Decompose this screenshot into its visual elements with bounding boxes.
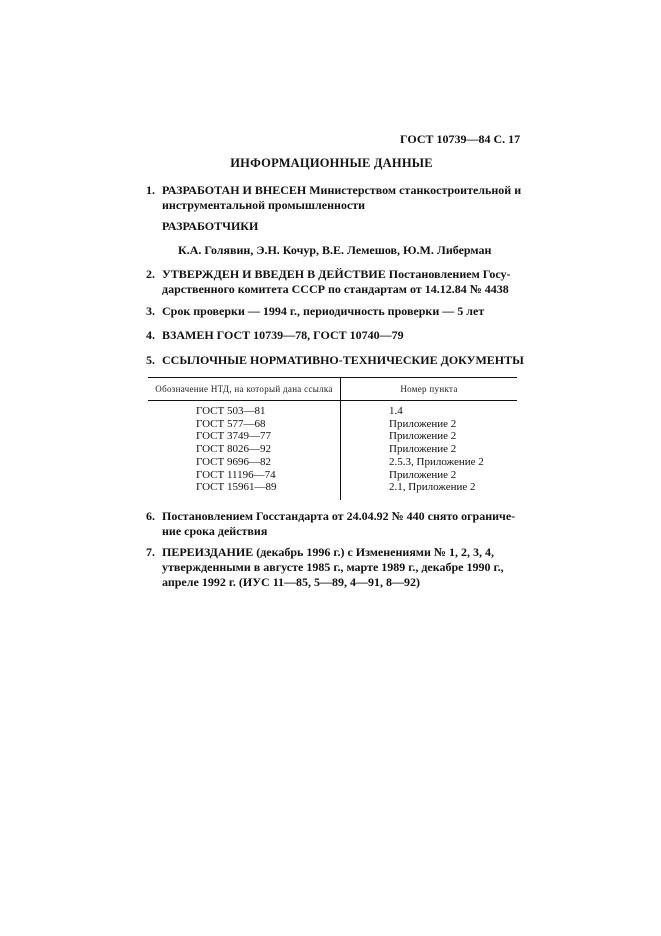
item-5-number: 5. xyxy=(146,353,155,367)
item-6-line-2: ние срока действия xyxy=(162,524,268,538)
item-7-line-1: ПЕРЕИЗДАНИЕ (декабрь 1996 г.) с Изменениями № 1, 2, 3, 4, xyxy=(162,545,494,559)
table-cell-designation: ГОСТ 11196—74 xyxy=(148,469,341,482)
item-7-line-2: утвержденными в августе 1985 г., марте 1989 г., декабре 1990 г., xyxy=(162,560,504,574)
table-header-row xyxy=(148,378,517,401)
item-6-number: 6. xyxy=(146,509,155,523)
item-5-text: ССЫЛОЧНЫЕ НОРМАТИВНО-ТЕХНИЧЕСКИЕ ДОКУМЕНТЫ xyxy=(162,353,524,367)
table-cell-clause: Приложение 2 xyxy=(389,430,457,443)
item-3-number: 3. xyxy=(146,304,155,318)
item-3-text: Срок проверки — 1994 г., периодичность проверки — 5 лет xyxy=(162,304,485,318)
table-header-designation: Обозначение НТД, на который дана ссылка xyxy=(148,378,341,401)
table-row xyxy=(148,456,517,469)
table-cell-clause: Приложение 2 xyxy=(389,417,457,430)
item-4-text: ВЗАМЕН ГОСТ 10739—78, ГОСТ 10740—79 xyxy=(162,328,404,342)
item-2-number: 2. xyxy=(146,267,155,281)
item-4 xyxy=(146,328,522,343)
table-header-clause: Номер пункта xyxy=(341,378,518,401)
table-cell-clause: Приложение 2 xyxy=(389,468,457,481)
table-cell-designation: ГОСТ 503—81 xyxy=(148,401,341,418)
page-title: ИНФОРМАЦИОННЫЕ ДАННЫЕ xyxy=(230,156,433,170)
table-cell-designation: ГОСТ 9696—82 xyxy=(148,456,341,469)
table-row xyxy=(148,443,517,456)
item-7 xyxy=(146,545,522,590)
table-cell-designation: ГОСТ 3749—77 xyxy=(148,430,341,443)
table-row xyxy=(148,430,517,443)
table-cell-clause: 1.4 xyxy=(389,405,403,417)
table-cell-designation: ГОСТ 577—68 xyxy=(148,418,341,431)
table-cell-clause: 2.1, Приложение 2 xyxy=(389,481,476,494)
item-7-line-3: апреле 1992 г. (ИУС 11—85, 5—89, 4—91, 8—92) xyxy=(162,575,421,589)
table-cell-clause: 2.5.3, Приложение 2 xyxy=(389,455,484,468)
item-2-line-2: дарственного комитета СССР по стандартам от 14.12.84 № 4438 xyxy=(162,282,509,296)
developers-heading: РАЗРАБОТЧИКИ xyxy=(162,219,259,233)
developers-names: К.А. Голявин, Э.Н. Кочур, В.Е. Лемешов, Ю.М. Либерман xyxy=(178,243,492,257)
item-7-number: 7. xyxy=(146,545,155,559)
item-1-line-2: инструментальной промышленности xyxy=(162,198,366,212)
table-row xyxy=(148,401,517,418)
item-1-line-1: РАЗРАБОТАН И ВНЕСЕН Министерством станкостроительной и xyxy=(162,183,522,197)
item-6-line-1: Постановлением Госстандарта от 24.04.92 № 440 снято ограниче- xyxy=(162,509,516,523)
table-row xyxy=(148,469,517,482)
item-3 xyxy=(146,304,522,319)
referenced-documents-table xyxy=(148,377,517,500)
page-header-reference: ГОСТ 10739—84 С. 17 xyxy=(400,132,521,146)
item-6 xyxy=(146,509,522,539)
item-4-number: 4. xyxy=(146,328,155,342)
item-5 xyxy=(146,353,522,368)
table-cell-designation: ГОСТ 8026—92 xyxy=(148,443,341,456)
item-2-line-1: УТВЕРЖДЕН И ВВЕДЕН В ДЕЙСТВИЕ Постановлением Госу- xyxy=(162,267,511,281)
item-1 xyxy=(146,183,522,213)
item-1-number: 1. xyxy=(146,183,155,197)
table-cell-clause: Приложение 2 xyxy=(389,443,457,456)
table-row xyxy=(148,481,517,500)
item-2 xyxy=(146,267,522,297)
table-cell-designation: ГОСТ 15961—89 xyxy=(148,481,341,500)
table-row xyxy=(148,418,517,431)
